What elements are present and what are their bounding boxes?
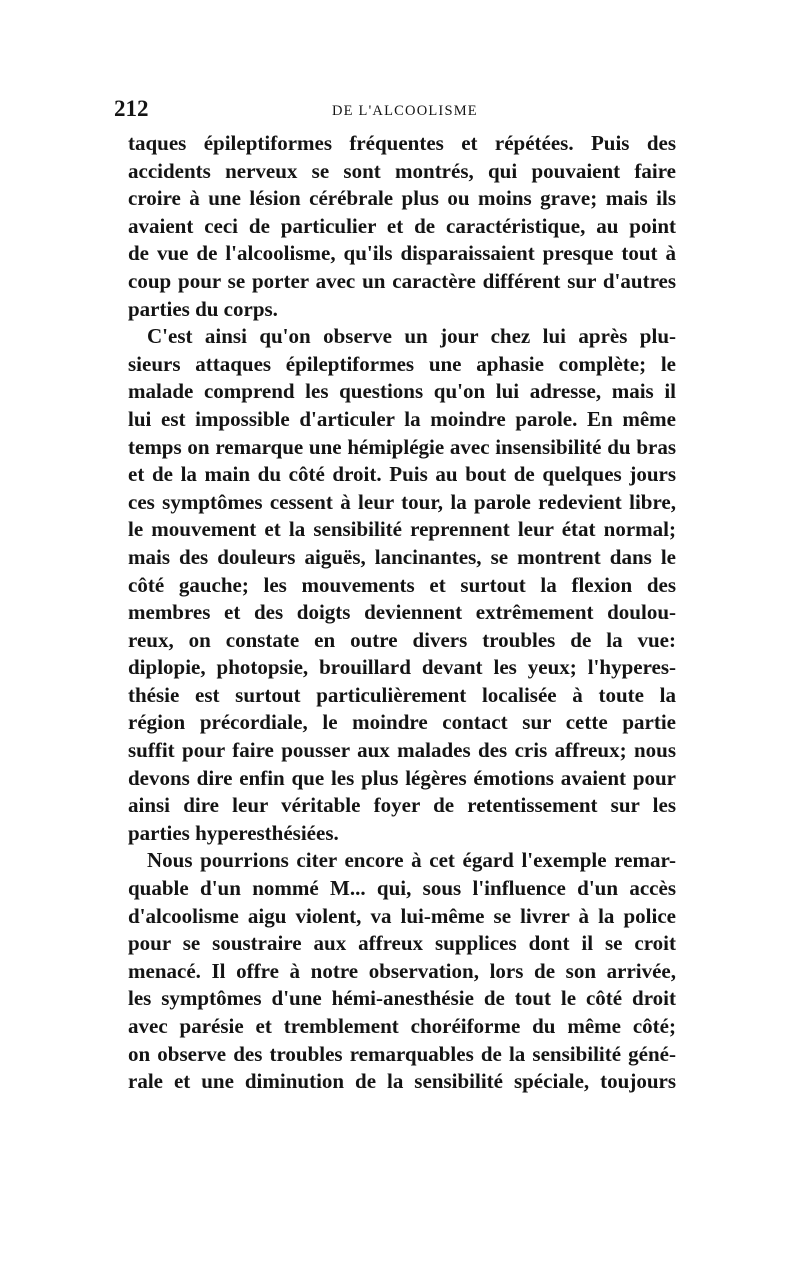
text-line: menacé. Il offre à notre observation, lors de son arrivée,: [128, 958, 676, 983]
text-line: les symptômes d'une hémi-anesthésie de tout le côté droit: [128, 986, 676, 1011]
text-line: membres et des doigts deviennent extrêmement doulou-: [128, 600, 676, 625]
text-line: Nous pourrions citer encore à cet égard l'exemple remar-: [147, 848, 676, 873]
text-line: sieurs attaques épileptiformes une aphasie complète; le: [128, 351, 676, 376]
text-line: côté gauche; les mouvements et surtout la flexion des: [128, 572, 676, 597]
running-title: DE L'ALCOOLISME: [332, 103, 478, 119]
text-line: ainsi dire leur véritable foyer de retentissement sur les: [128, 793, 676, 818]
text-line: le mouvement et la sensibilité reprennent leur état normal;: [128, 517, 676, 542]
text-line: pour se soustraire aux affreux supplices dont il se croit: [128, 931, 676, 956]
text-line: reux, on constate en outre divers troubles de la vue:: [128, 627, 676, 652]
text-line: parties hyperesthésiées.: [128, 820, 339, 845]
text-line: mais des douleurs aiguës, lancinantes, se montrent dans le: [128, 544, 676, 569]
text-line: on observe des troubles remarquables de la sensibilité géné-: [128, 1041, 676, 1066]
text-line: suffit pour faire pousser aux malades des cris affreux; nous: [128, 738, 676, 763]
text-line: coup pour se porter avec un caractère différent sur d'autres: [128, 268, 676, 293]
text-line: malade comprend les questions qu'on lui adresse, mais il: [128, 379, 676, 404]
page-number: 212: [114, 96, 149, 121]
text-line: quable d'un nommé M... qui, sous l'influence d'un accès: [128, 876, 676, 901]
text-line: temps on remarque une hémiplégie avec insensibilité du bras: [128, 434, 676, 459]
text-line: et de la main du côté droit. Puis au bout de quelques jours: [128, 462, 676, 487]
text-line: taques épileptiformes fréquentes et répétées. Puis des: [128, 131, 676, 155]
text-line: ces symptômes cessent à leur tour, la parole redevient libre,: [128, 489, 676, 514]
text-line: rale et une diminution de la sensibilité spéciale, toujours: [128, 1069, 676, 1094]
text-line: lui est impossible d'articuler la moindre parole. En même: [128, 406, 676, 431]
text-line: thésie est surtout particulièrement localisée à toute la: [128, 682, 676, 707]
text-line: croire à une lésion cérébrale plus ou moins grave; mais ils: [128, 186, 676, 211]
body-text: [128, 130, 676, 1096]
text-line: région précordiale, le moindre contact sur cette partie: [128, 710, 676, 735]
text-line: accidents nerveux se sont montrés, qui pouvaient faire: [128, 158, 676, 183]
text-line: devons dire enfin que les plus légères émotions avaient pour: [128, 765, 676, 790]
text-line: parties du corps.: [128, 296, 278, 321]
page-header: [112, 88, 678, 128]
text-line: C'est ainsi qu'on observe un jour chez lui après plu-: [147, 324, 676, 349]
text-line: avaient ceci de particulier et de caractéristique, au point: [128, 213, 676, 238]
text-line: de vue de l'alcoolisme, qu'ils disparaissaient presque tout à: [128, 241, 676, 266]
text-line: d'alcoolisme aigu violent, va lui-même se livrer à la police: [128, 903, 676, 928]
text-line: diplopie, photopsie, brouillard devant les yeux; l'hyperes-: [128, 655, 676, 680]
text-line: avec parésie et tremblement choréiforme du même côté;: [128, 1014, 676, 1038]
